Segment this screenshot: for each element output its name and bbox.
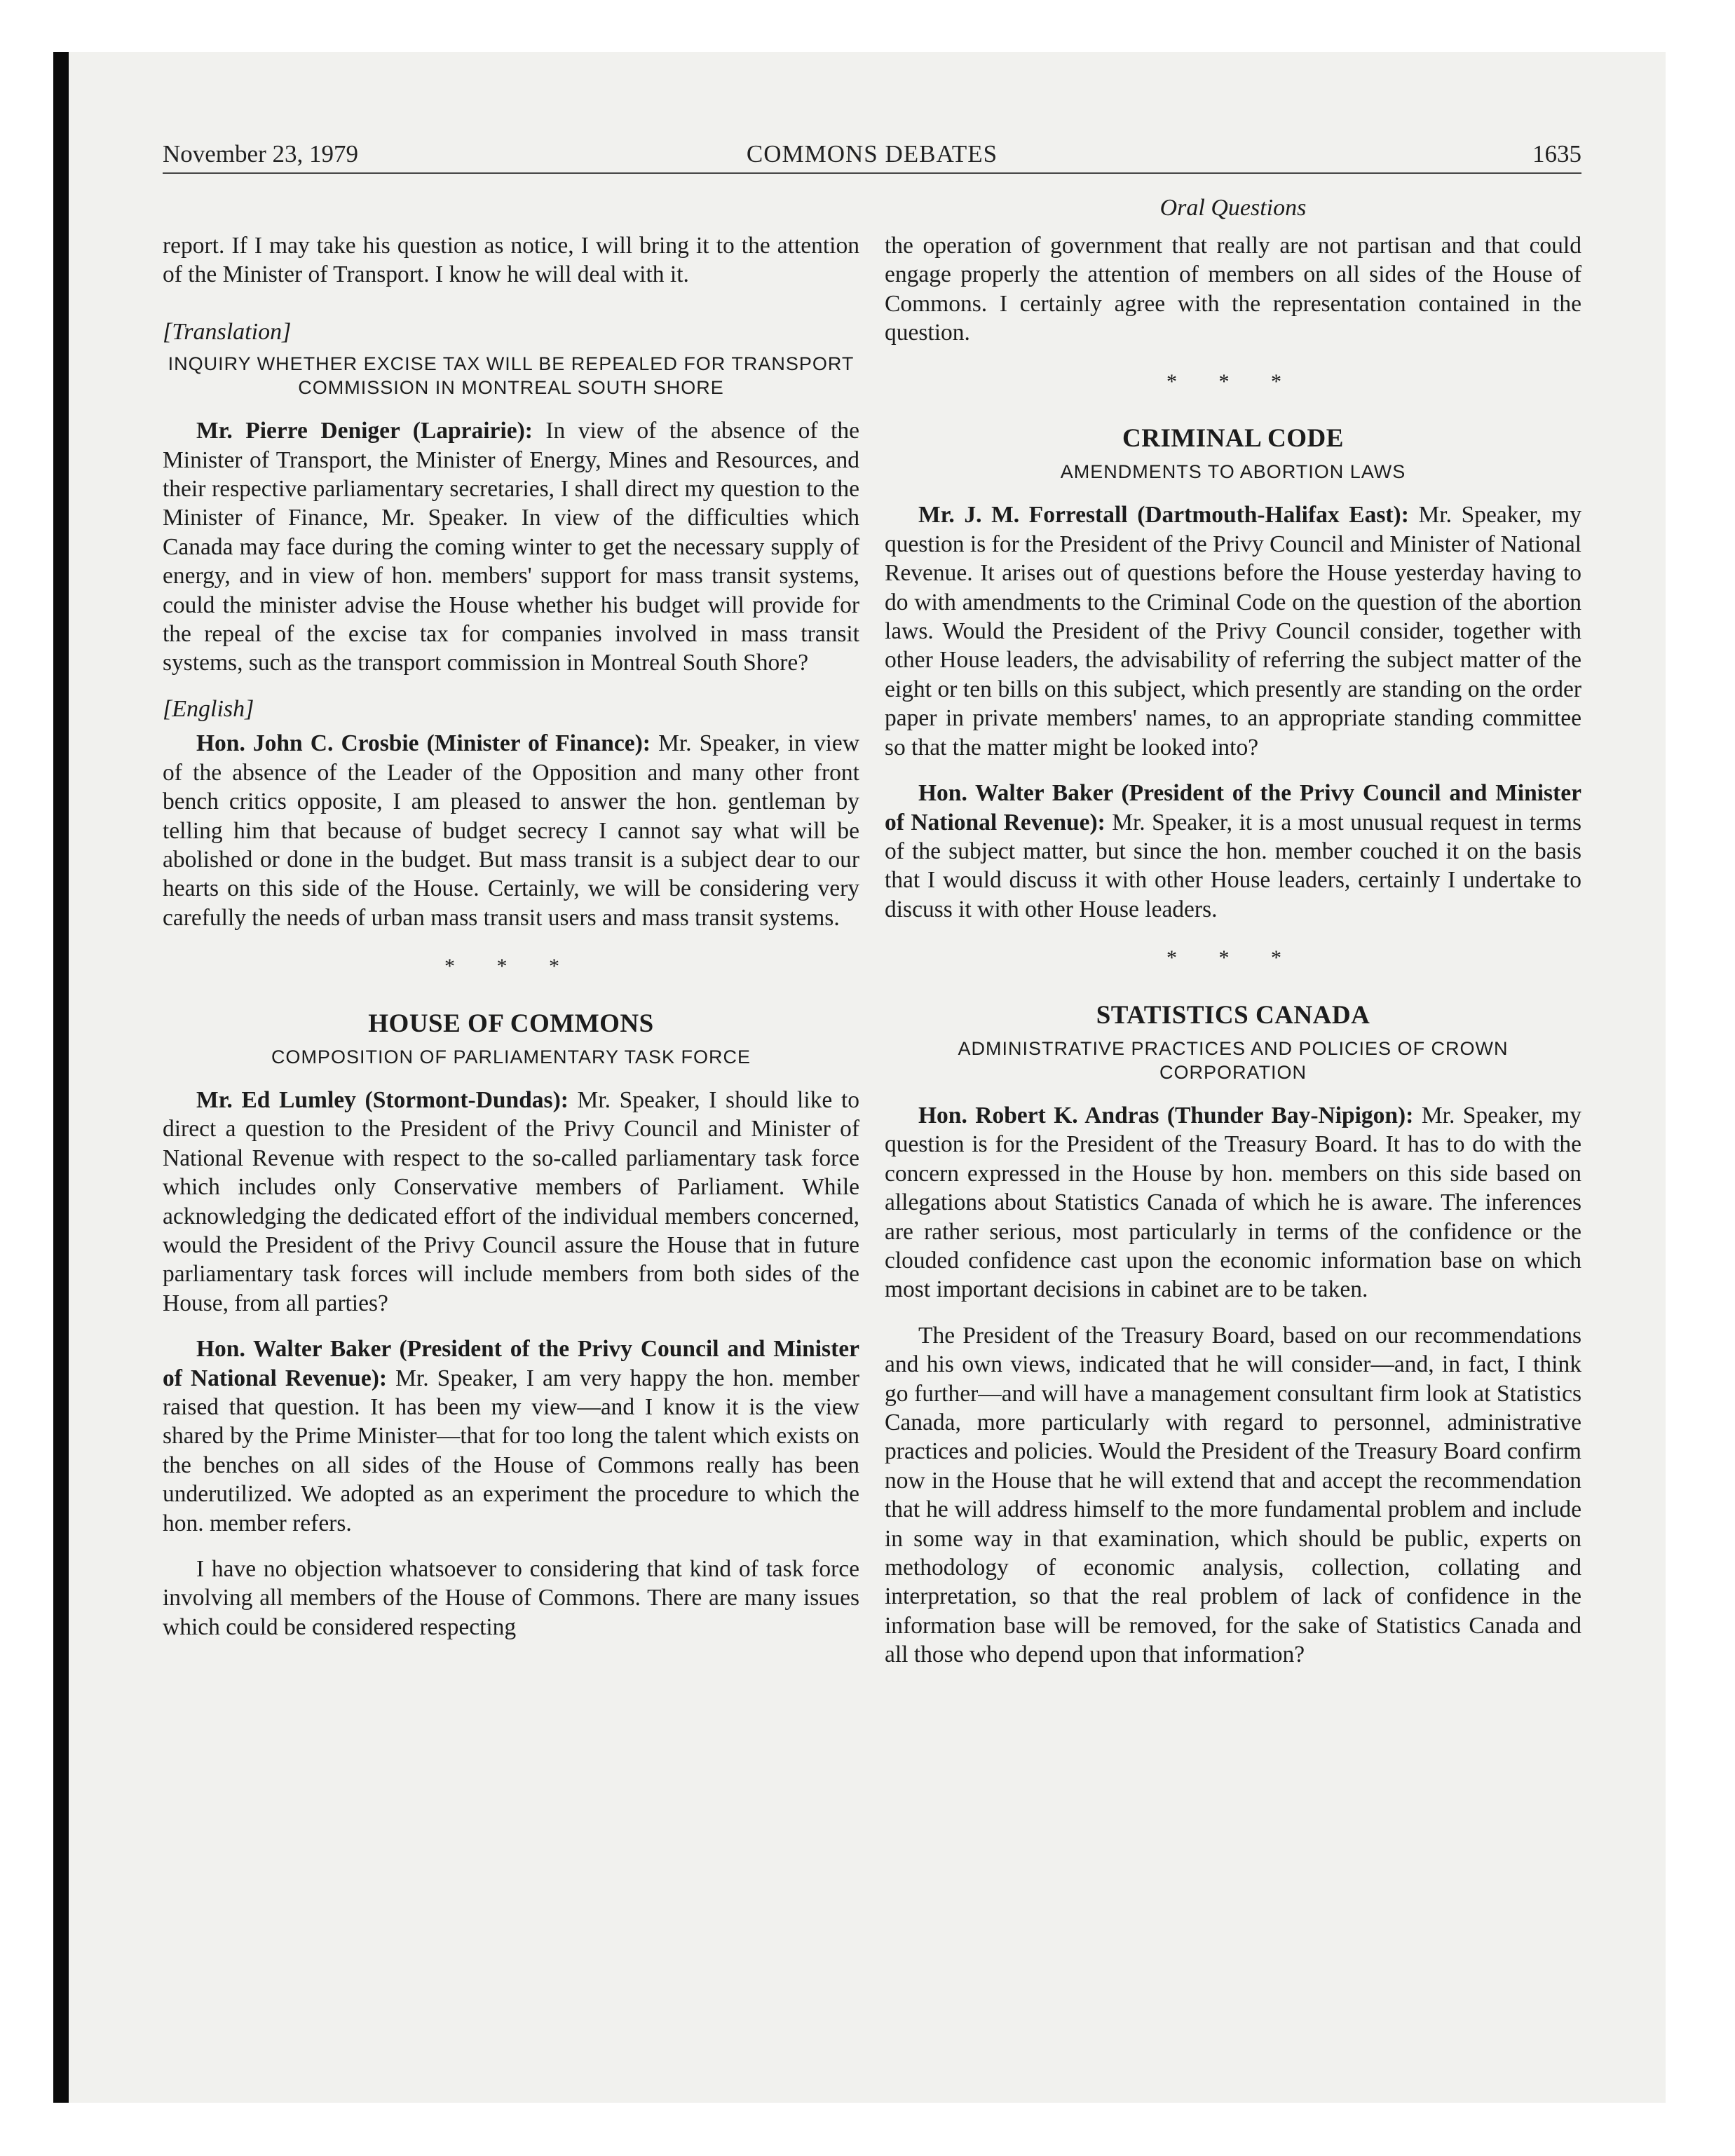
speaker-name: Hon. Robert K. Andras (Thunder Bay-Nipigon): [918,1102,1414,1128]
speaker-name: Hon. John C. Crosbie (Minister of Finance): [196,730,651,757]
speech-text: Mr. Speaker, in view of the absence of the Leader of the Opposition and many other front bench critics opposite, I am pleased to answer the hon. gentleman by telling him that because of budget secrecy I cannot say what will be abolished or done in the budget. But mass transit is a subject dear to our hearts on this side of the House. Certainly, we will be considering very carefully the needs of urban mass transit users and mass transit systems. [163,730,859,931]
header-page-number: 1635 [1532,140,1581,168]
section-separator: * * * [444,955,578,978]
speaker-name: Hon. Walter Baker (President of the Privy Council and Minister of National Revenue): [163,1336,859,1391]
binding-edge [53,52,69,2103]
section-separator: * * * [1166,946,1300,970]
right-column [885,231,1581,1686]
section-separator: * * * [1166,369,1300,393]
paragraph: The President of the Treasury Board, based on our recommendations and his own views, indicated that he will consider—and, in fact, I think go further—and will have a management consultant firm look at Statistics Canada, more particularly with regard to personnel, administrative practices and policies. Would the President of the Treasury Board confirm now in the House that he will extend that and accept the recommendation that he will address himself to the more fundamental problem and include in some way in that examination, which should be public, experts on methodology of economic analysis, collection, collating and interpretation, so that the real problem of lack of confidence in the information base will be removed, for the sake of Statistics Canada and all those who depend upon that information? [885,1322,1581,1668]
paragraph: report. If I may take his question as notice, I will bring it to the attention of the Minister of Transport. I know he will deal with it. [163,233,859,288]
speech-text: Mr. Speaker, my question is for the President of the Treasury Board. It has to do with the concern expressed in the House by hon. members on this side based on allegations about Statistics Canada of which he is aware. The inferences are rather serious, most particularly in terms of the confidence or the clouded confidence cast upon the economic information base on which most important decisions in cabinet are to be taken. [885,1102,1581,1303]
speaker-name: Mr. Pierre Deniger (Laprairie): [196,418,533,444]
header-rule [163,172,1581,174]
section-subheading: INQUIRY WHETHER EXCISE TAX WILL BE REPEALED FOR TRANSPORT COMMISSION IN MONTREAL SOUTH SHORE [168,353,855,399]
speaker-name: Mr. Ed Lumley (Stormont-Dundas): [196,1086,569,1113]
section-heading: STATISTICS CANADA [1096,1000,1370,1030]
speaker-name: Hon. Walter Baker (President of the Privy Council and Minister of National Revenue): [885,780,1581,835]
section-subheading: ADMINISTRATIVE PRACTICES AND POLICIES OF CROWN CORPORATION [958,1037,1509,1083]
paragraph [885,500,1581,762]
speech-text: Mr. Speaker, it is a most unusual request in terms of the subject matter, but since the hon. member couched it on the basis that I would discuss it with other House leaders, certainly I undertake to discuss it with other House leaders. [885,809,1582,922]
paragraph [163,729,859,932]
section-subheading: AMENDMENTS TO ABORTION LAWS [1060,461,1406,483]
language-marker: [Translation] [163,318,292,345]
speech-text: Mr. Speaker, I am very happy the hon. member raised that question. It has been my view—and I know it is the view shared by the Prime Minister—that for too long the talent which exists on the benches on all sides of the House of Commons really has been underutilized. We adopted as an experiment the procedure to which the hon. member refers. [163,1365,859,1536]
paragraph [885,779,1581,924]
header-date: November 23, 1979 [163,140,358,168]
paragraph [163,1335,859,1538]
speech-text: In view of the absence of the Minister of Transport, the Minister of Energy, Mines and Resources, and their respective parliamentary secretaries, I shall direct my question to the Minister of Finance, Mr. Speaker. In view of the difficulties which Canada may face during the coming winter to get the necessary supply of energy, and in view of hon. members' support for mass transit systems, could the minister advise the House whether his budget will provide for the repeal of the excise tax for companies involved in mass transit systems, such as the transport commission in Montreal South Shore? [163,418,859,676]
section-heading: HOUSE OF COMMONS [368,1009,654,1038]
header-publication: COMMONS DEBATES [746,140,998,168]
paragraph [163,416,859,678]
page-header [163,140,1581,174]
paragraph: the operation of government that really are not partisan and that could engage properly the attention of members on all sides of the House of Commons. I certainly agree with the representation contained in the question. [885,233,1581,346]
speech-text: Mr. Speaker, my question is for the President of the Privy Council and Minister of National Revenue. It arises out of questions before the House yesterday having to do with amendments to the Criminal Code on the question of the abortion laws. Would the President of the Privy Council consider, together with other House leaders, the advisability of referring the subject matter of the eight or ten bills on this subject, which presently are standing on the order paper in private members' names, to an appropriate standing committee so that the matter might be looked into? [885,502,1581,760]
running-head: Oral Questions [1159,195,1307,221]
paragraph: I have no objection whatsoever to considering that kind of task force involving all members of the House of Commons. There are many issues which could be considered respecting [163,1556,859,1640]
paragraph [885,1101,1581,1304]
speech-text: Mr. Speaker, I should like to direct a question to the President of the Privy Council and Minister of National Revenue with respect to the so-called parliamentary task force which includes only Conservative members of Parliament. While acknowledging the dedicated effort of the individual members concerned, would the President of the Privy Council assure the House that in future parliamentary task forces will include members from both sides of the House, from all parties? [163,1086,860,1316]
language-marker: [English] [163,695,254,722]
paragraph [163,1086,859,1318]
speaker-name: Mr. J. M. Forrestall (Dartmouth-Halifax East): [918,502,1409,528]
section-heading: CRIMINAL CODE [1122,424,1344,453]
section-subheading: COMPOSITION OF PARLIAMENTARY TASK FORCE [271,1046,751,1067]
left-column [163,231,859,1658]
